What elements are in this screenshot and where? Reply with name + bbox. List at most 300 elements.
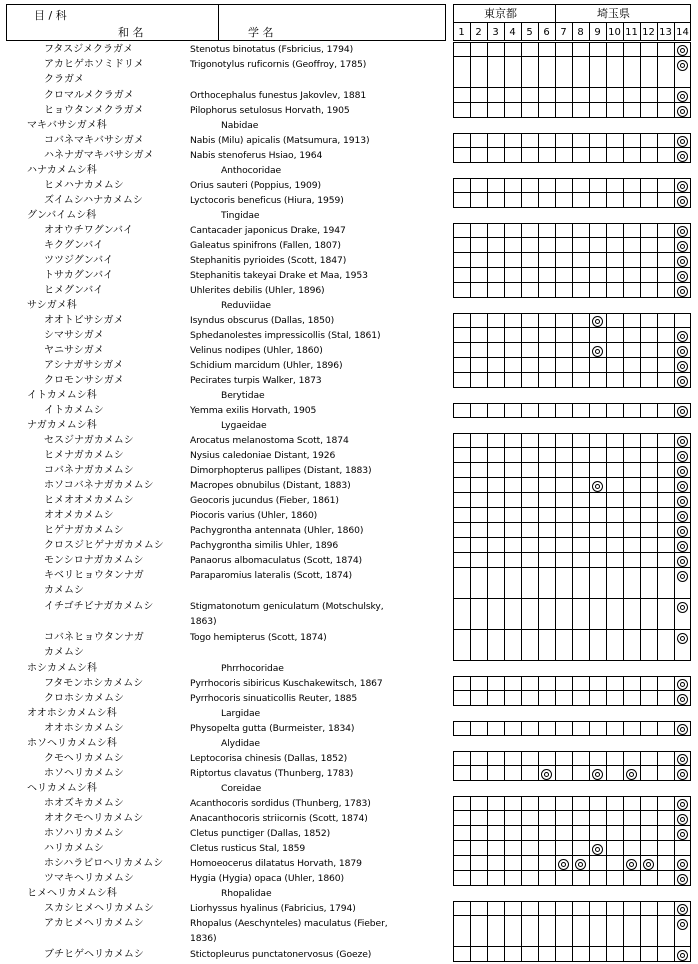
grid-cell: [658, 343, 675, 357]
scientific-name: Physopelta gutta (Burmeister, 1834): [190, 723, 355, 734]
grid-cell: [641, 902, 658, 915]
grid-cell: [624, 43, 641, 56]
grid-cell: [488, 797, 505, 810]
grid-cell: [539, 568, 556, 598]
grid-cell: [573, 253, 590, 267]
species-row: [0, 916, 698, 947]
scientific-name: Anacanthocoris striicornis (Scott, 1874): [190, 813, 368, 824]
grid-cell: [539, 373, 556, 387]
grid-cell: [505, 630, 522, 660]
grid-cell: [624, 253, 641, 267]
grid-cell: [539, 404, 556, 417]
grid-cell: [624, 179, 641, 192]
grid-cell: [658, 568, 675, 598]
grid-cell: [641, 947, 658, 961]
occurrence-grid: [453, 690, 691, 706]
grid-cell: [573, 538, 590, 552]
grid-cell: [573, 88, 590, 102]
scientific-name: Sphedanolestes impressicollis (Stal, 1861): [190, 330, 381, 341]
column-number: 1: [458, 27, 465, 38]
grid-cell: [607, 328, 624, 342]
column-number: 14: [676, 27, 689, 38]
grid-cell: [522, 553, 539, 567]
occurrence-mark-icon: [677, 60, 688, 71]
grid-cell: [471, 752, 488, 765]
grid-cell: [590, 677, 607, 690]
occurrence-grid: [453, 915, 691, 947]
grid-cell: [641, 179, 658, 192]
grid-cell: [488, 314, 505, 327]
grid-cell: [488, 373, 505, 387]
family-row: [0, 298, 698, 313]
species-row: [0, 253, 698, 268]
scientific-name: Galeatus spinifrons (Fallen, 1807): [190, 240, 341, 251]
grid-cell: [539, 856, 556, 870]
grid-cell: [454, 797, 471, 810]
grid-cell: [658, 283, 675, 297]
occurrence-mark-icon: [677, 511, 688, 522]
grid-cell: [522, 871, 539, 885]
grid-cell: [539, 902, 556, 915]
grid-cell: [607, 283, 624, 297]
grid-cell: [624, 314, 641, 327]
family-scientific-name: Tingidae: [221, 210, 260, 221]
grid-cell: [624, 871, 641, 885]
occurrence-grid: [453, 357, 691, 373]
grid-cell: [539, 508, 556, 522]
grid-cell: [454, 630, 471, 660]
occurrence-mark-icon: [677, 859, 688, 870]
grid-cell: [658, 871, 675, 885]
occurrence-grid: [453, 676, 691, 691]
grid-cell: [471, 508, 488, 522]
grid-cell: [522, 841, 539, 855]
family-scientific-name: Largidae: [221, 708, 261, 719]
grid-cell: [658, 88, 675, 102]
grid-cell: [624, 434, 641, 447]
japanese-name: ホシハラビロヘリカメムシ: [44, 858, 164, 869]
tokyo-label: 東京都: [484, 7, 517, 20]
grid-cell: [573, 224, 590, 237]
grid-cell: [573, 826, 590, 840]
family-name: グンバイムシ科: [27, 210, 97, 221]
grid-cell: [573, 871, 590, 885]
species-row: [0, 811, 698, 826]
scientific-name: Pachygrontha antennata (Uhler, 1860): [190, 525, 364, 536]
grid-cell: [471, 856, 488, 870]
occurrence-grid: [453, 342, 691, 358]
grid-cell: [539, 57, 556, 87]
occurrence-mark-icon: [677, 919, 688, 930]
grid-cell: [471, 134, 488, 147]
grid-cell: [522, 463, 539, 477]
grid-cell: [522, 224, 539, 237]
japanese-name: アシナガサシガメ: [44, 360, 124, 371]
grid-cell: [539, 463, 556, 477]
grid-cell: [658, 722, 675, 735]
grid-cell: [573, 358, 590, 372]
grid-cell: [505, 691, 522, 705]
grid-cell: [641, 148, 658, 162]
grid-cell: [539, 358, 556, 372]
species-row: [0, 268, 698, 283]
grid-cell: [471, 871, 488, 885]
family-scientific-name: Berytidae: [221, 390, 265, 401]
japanese-name: シマサシガメ: [44, 330, 104, 341]
grid-cell: [624, 268, 641, 282]
grid-cell: [539, 797, 556, 810]
family-name: ホシカメムシ科: [27, 663, 97, 674]
grid-cell: [505, 224, 522, 237]
grid-cell: [624, 811, 641, 825]
grid-cell: [607, 568, 624, 598]
grid-cell: [454, 871, 471, 885]
grid-cell: [658, 599, 675, 629]
grid-cell: [488, 691, 505, 705]
grid-cell: [505, 88, 522, 102]
grid-cell: [590, 448, 607, 462]
occurrence-mark-icon: [677, 571, 688, 582]
grid-cell: [488, 88, 505, 102]
grid-cell: [488, 538, 505, 552]
grid-cell: [573, 43, 590, 56]
grid-cell: [641, 797, 658, 810]
occurrence-mark-icon: [677, 466, 688, 477]
scientific-name: Liorhyssus hyalinus (Fabricius, 1794): [190, 903, 356, 914]
occurrence-grid: [453, 492, 691, 508]
occurrence-grid: [453, 721, 691, 736]
grid-cell: [658, 434, 675, 447]
grid-cell: [471, 193, 488, 207]
grid-cell: [471, 478, 488, 492]
grid-cell: [658, 328, 675, 342]
grid-cell: [488, 811, 505, 825]
species-row: [0, 88, 698, 103]
scientific-name: Piocoris varius (Uhler, 1860): [190, 510, 318, 521]
grid-cell: [658, 841, 675, 855]
grid-cell: [454, 283, 471, 297]
grid-cell: [454, 343, 471, 357]
grid-cell: [590, 179, 607, 192]
grid-cell: [488, 328, 505, 342]
grid-cell: [607, 871, 624, 885]
grid-cell: [471, 358, 488, 372]
grid-cell: [471, 902, 488, 915]
grid-cell: [590, 148, 607, 162]
grid-cell: [454, 826, 471, 840]
species-row: [0, 538, 698, 553]
grid-cell: [607, 103, 624, 117]
grid-cell: [522, 856, 539, 870]
grid-cell: [471, 343, 488, 357]
species-row: [0, 57, 698, 88]
grid-cell: [556, 43, 573, 56]
grid-cell: [590, 508, 607, 522]
grid-cell: [658, 268, 675, 282]
occurrence-mark-icon: [626, 769, 637, 780]
occurrence-mark-icon: [677, 106, 688, 117]
grid-cell: [658, 916, 675, 946]
occurrence-mark-icon: [677, 376, 688, 387]
grid-cell: [488, 677, 505, 690]
grid-cell: [624, 538, 641, 552]
grid-cell: [607, 752, 624, 765]
japanese-name: オオメカメムシ: [44, 510, 114, 521]
occurrence-grid: [453, 102, 691, 118]
name-header-box: [6, 4, 446, 41]
scientific-name: Stephanitis pyrioides (Scott, 1847): [190, 255, 347, 266]
scientific-name: Stictopleurus punctatonervosus (Goeze): [190, 949, 372, 960]
grid-cell: [590, 493, 607, 507]
grid-cell: [607, 314, 624, 327]
species-row: [0, 148, 698, 163]
grid-cell: [522, 193, 539, 207]
japanese-name: ヒメオオメカメムシ: [44, 495, 134, 506]
japanese-name: ホソコバネナガカメムシ: [44, 480, 154, 491]
grid-cell: [590, 328, 607, 342]
grid-cell: [590, 538, 607, 552]
grid-cell: [505, 478, 522, 492]
japanese-name: オオトビサシガメ: [44, 315, 124, 326]
grid-cell: [488, 856, 505, 870]
japanese-name: アカヒゲホソミドリメ: [44, 59, 144, 70]
grid-cell: [641, 691, 658, 705]
grid-cell: [607, 811, 624, 825]
grid-cell: [573, 916, 590, 946]
species-row: [0, 178, 698, 193]
grid-cell: [471, 268, 488, 282]
grid-cell: [607, 523, 624, 537]
grid-cell: [539, 538, 556, 552]
grid-cell: [590, 947, 607, 961]
occurrence-grid: [453, 552, 691, 568]
occurrence-grid: [453, 327, 691, 343]
scientific-name: Pyrrhocoris sibiricus Kuschakewitsch, 1867: [190, 678, 383, 689]
occurrence-mark-icon: [677, 436, 688, 447]
grid-cell: [488, 283, 505, 297]
family-name: イトカメムシ科: [27, 390, 97, 401]
family-scientific-name: Nabidae: [221, 120, 259, 131]
species-row: [0, 448, 698, 463]
grid-cell: [624, 691, 641, 705]
species-row: [0, 553, 698, 568]
grid-cell: [556, 238, 573, 252]
grid-cell: [573, 478, 590, 492]
species-row: [0, 871, 698, 886]
grid-cell: [624, 404, 641, 417]
grid-cell: [471, 238, 488, 252]
japanese-name: コバネナガカメムシ: [44, 465, 134, 476]
grid-cell: [454, 88, 471, 102]
grid-cell: [454, 493, 471, 507]
occurrence-grid: [453, 447, 691, 463]
grid-cell: [471, 283, 488, 297]
grid-cell: [590, 373, 607, 387]
occurrence-grid: [453, 629, 691, 661]
occurrence-mark-icon: [677, 346, 688, 357]
family-row: [0, 418, 698, 433]
grid-cell: [471, 57, 488, 87]
grid-cell: [454, 179, 471, 192]
grid-cell: [539, 523, 556, 537]
grid-cell: [505, 193, 522, 207]
grid-cell: [590, 568, 607, 598]
scientific-name: 1863): [190, 616, 217, 627]
occurrence-mark-icon: [677, 91, 688, 102]
occurrence-mark-icon: [592, 844, 603, 855]
scientific-name: Stenotus binotatus (Fsbricius, 1794): [190, 44, 354, 55]
family-row: [0, 118, 698, 133]
grid-cell: [454, 434, 471, 447]
grid-cell: [556, 752, 573, 765]
scientific-name: Pilophorus setulosus Horvath, 1905: [190, 105, 350, 116]
grid-cell: [471, 523, 488, 537]
grid-cell: [590, 902, 607, 915]
grid-cell: [573, 148, 590, 162]
grid-cell: [454, 523, 471, 537]
family-name: サシガメ科: [27, 300, 77, 311]
grid-cell: [556, 797, 573, 810]
scientific-name: Nabis stenoferus Hsiao, 1964: [190, 150, 323, 161]
grid-cell: [539, 328, 556, 342]
grid-cell: [522, 283, 539, 297]
grid-cell: [488, 947, 505, 961]
grid-cell: [641, 373, 658, 387]
japanese-name: クラガメ: [44, 74, 84, 85]
grid-cell: [556, 253, 573, 267]
grid-cell: [624, 902, 641, 915]
japanese-name: スカシヒメヘリカメムシ: [44, 903, 154, 914]
grid-cell: [641, 193, 658, 207]
grid-cell: [624, 238, 641, 252]
grid-cell: [607, 373, 624, 387]
grid-cell: [624, 88, 641, 102]
grid-cell: [522, 568, 539, 598]
grid-cell: [573, 283, 590, 297]
occurrence-grid: [453, 56, 691, 88]
japanese-name: カメムシ: [44, 647, 84, 658]
scientific-name: Nysius caledoniae Distant, 1926: [190, 450, 336, 461]
grid-cell: [505, 448, 522, 462]
japanese-name: クロスジヒゲナガカメムシ: [44, 540, 164, 551]
species-row: [0, 133, 698, 148]
grid-cell: [607, 179, 624, 192]
grid-cell: [658, 752, 675, 765]
column-number: 13: [659, 27, 672, 38]
grid-cell: [590, 916, 607, 946]
family-name: ハナカメムシ科: [27, 165, 97, 176]
grid-cell: [488, 871, 505, 885]
grid-cell: [573, 373, 590, 387]
grid-cell: [573, 463, 590, 477]
occurrence-grid: [453, 42, 691, 57]
species-row: [0, 478, 698, 493]
occurrence-mark-icon: [626, 859, 637, 870]
grid-cell: [607, 404, 624, 417]
grid-cell: [454, 856, 471, 870]
grid-cell: [641, 493, 658, 507]
family-row: [0, 661, 698, 676]
grid-cell: [556, 916, 573, 946]
scientific-name: Nabis (Milu) apicalis (Matsumura, 1913): [190, 135, 370, 146]
grid-cell: [488, 103, 505, 117]
grid-cell: [488, 630, 505, 660]
grid-cell: [624, 283, 641, 297]
grid-cell: [590, 404, 607, 417]
column-number: 9: [594, 27, 601, 38]
japanese-name: キクグンバイ: [44, 240, 104, 251]
japanese-name: クロホシカメムシ: [44, 693, 124, 704]
occurrence-mark-icon: [677, 136, 688, 147]
grid-cell: [641, 916, 658, 946]
occurrence-mark-icon: [677, 196, 688, 207]
grid-cell: [522, 916, 539, 946]
grid-cell: [522, 268, 539, 282]
grid-cell: [505, 358, 522, 372]
species-row: [0, 947, 698, 962]
family-scientific-name: Reduviidae: [221, 300, 271, 311]
grid-cell: [607, 478, 624, 492]
grid-cell: [556, 841, 573, 855]
grid-cell: [641, 553, 658, 567]
grid-cell: [624, 448, 641, 462]
grid-cell: [505, 148, 522, 162]
grid-cell: [573, 238, 590, 252]
grid-cell: [607, 553, 624, 567]
grid-cell: [658, 811, 675, 825]
scientific-name: Trigonotylus ruficornis (Geoffroy, 1785): [190, 59, 367, 70]
grid-cell: [658, 677, 675, 690]
species-row: [0, 826, 698, 841]
grid-cell: [658, 691, 675, 705]
family-row: [0, 886, 698, 901]
occurrence-mark-icon: [677, 602, 688, 613]
japanese-name: ホソハリカメムシ: [44, 828, 124, 839]
species-row: [0, 373, 698, 388]
grid-cell: [522, 103, 539, 117]
grid-cell: [641, 448, 658, 462]
species-row: [0, 523, 698, 538]
grid-cell: [658, 797, 675, 810]
occurrence-mark-icon: [677, 526, 688, 537]
grid-cell: [556, 134, 573, 147]
grid-cell: [590, 856, 607, 870]
grid-cell: [573, 448, 590, 462]
grid-cell: [522, 947, 539, 961]
grid-cell: [624, 134, 641, 147]
scientific-name: Cletus rusticus Stal, 1859: [190, 843, 306, 854]
grid-cell: [607, 134, 624, 147]
grid-cell: [607, 599, 624, 629]
family-name: オオホシカメムシ科: [27, 708, 117, 719]
grid-cell: [488, 841, 505, 855]
species-row: [0, 493, 698, 508]
occurrence-grid: [453, 477, 691, 493]
grid-cell: [522, 238, 539, 252]
grid-cell: [454, 902, 471, 915]
grid-cell: [471, 463, 488, 477]
grid-cell: [471, 691, 488, 705]
grid-cell: [590, 691, 607, 705]
grid-cell: [573, 752, 590, 765]
column-number: 12: [642, 27, 655, 38]
species-row: [0, 103, 698, 118]
grid-cell: [539, 88, 556, 102]
grid-cell: [607, 508, 624, 522]
grid-cell: [573, 902, 590, 915]
grid-cell: [624, 343, 641, 357]
grid-cell: [641, 283, 658, 297]
